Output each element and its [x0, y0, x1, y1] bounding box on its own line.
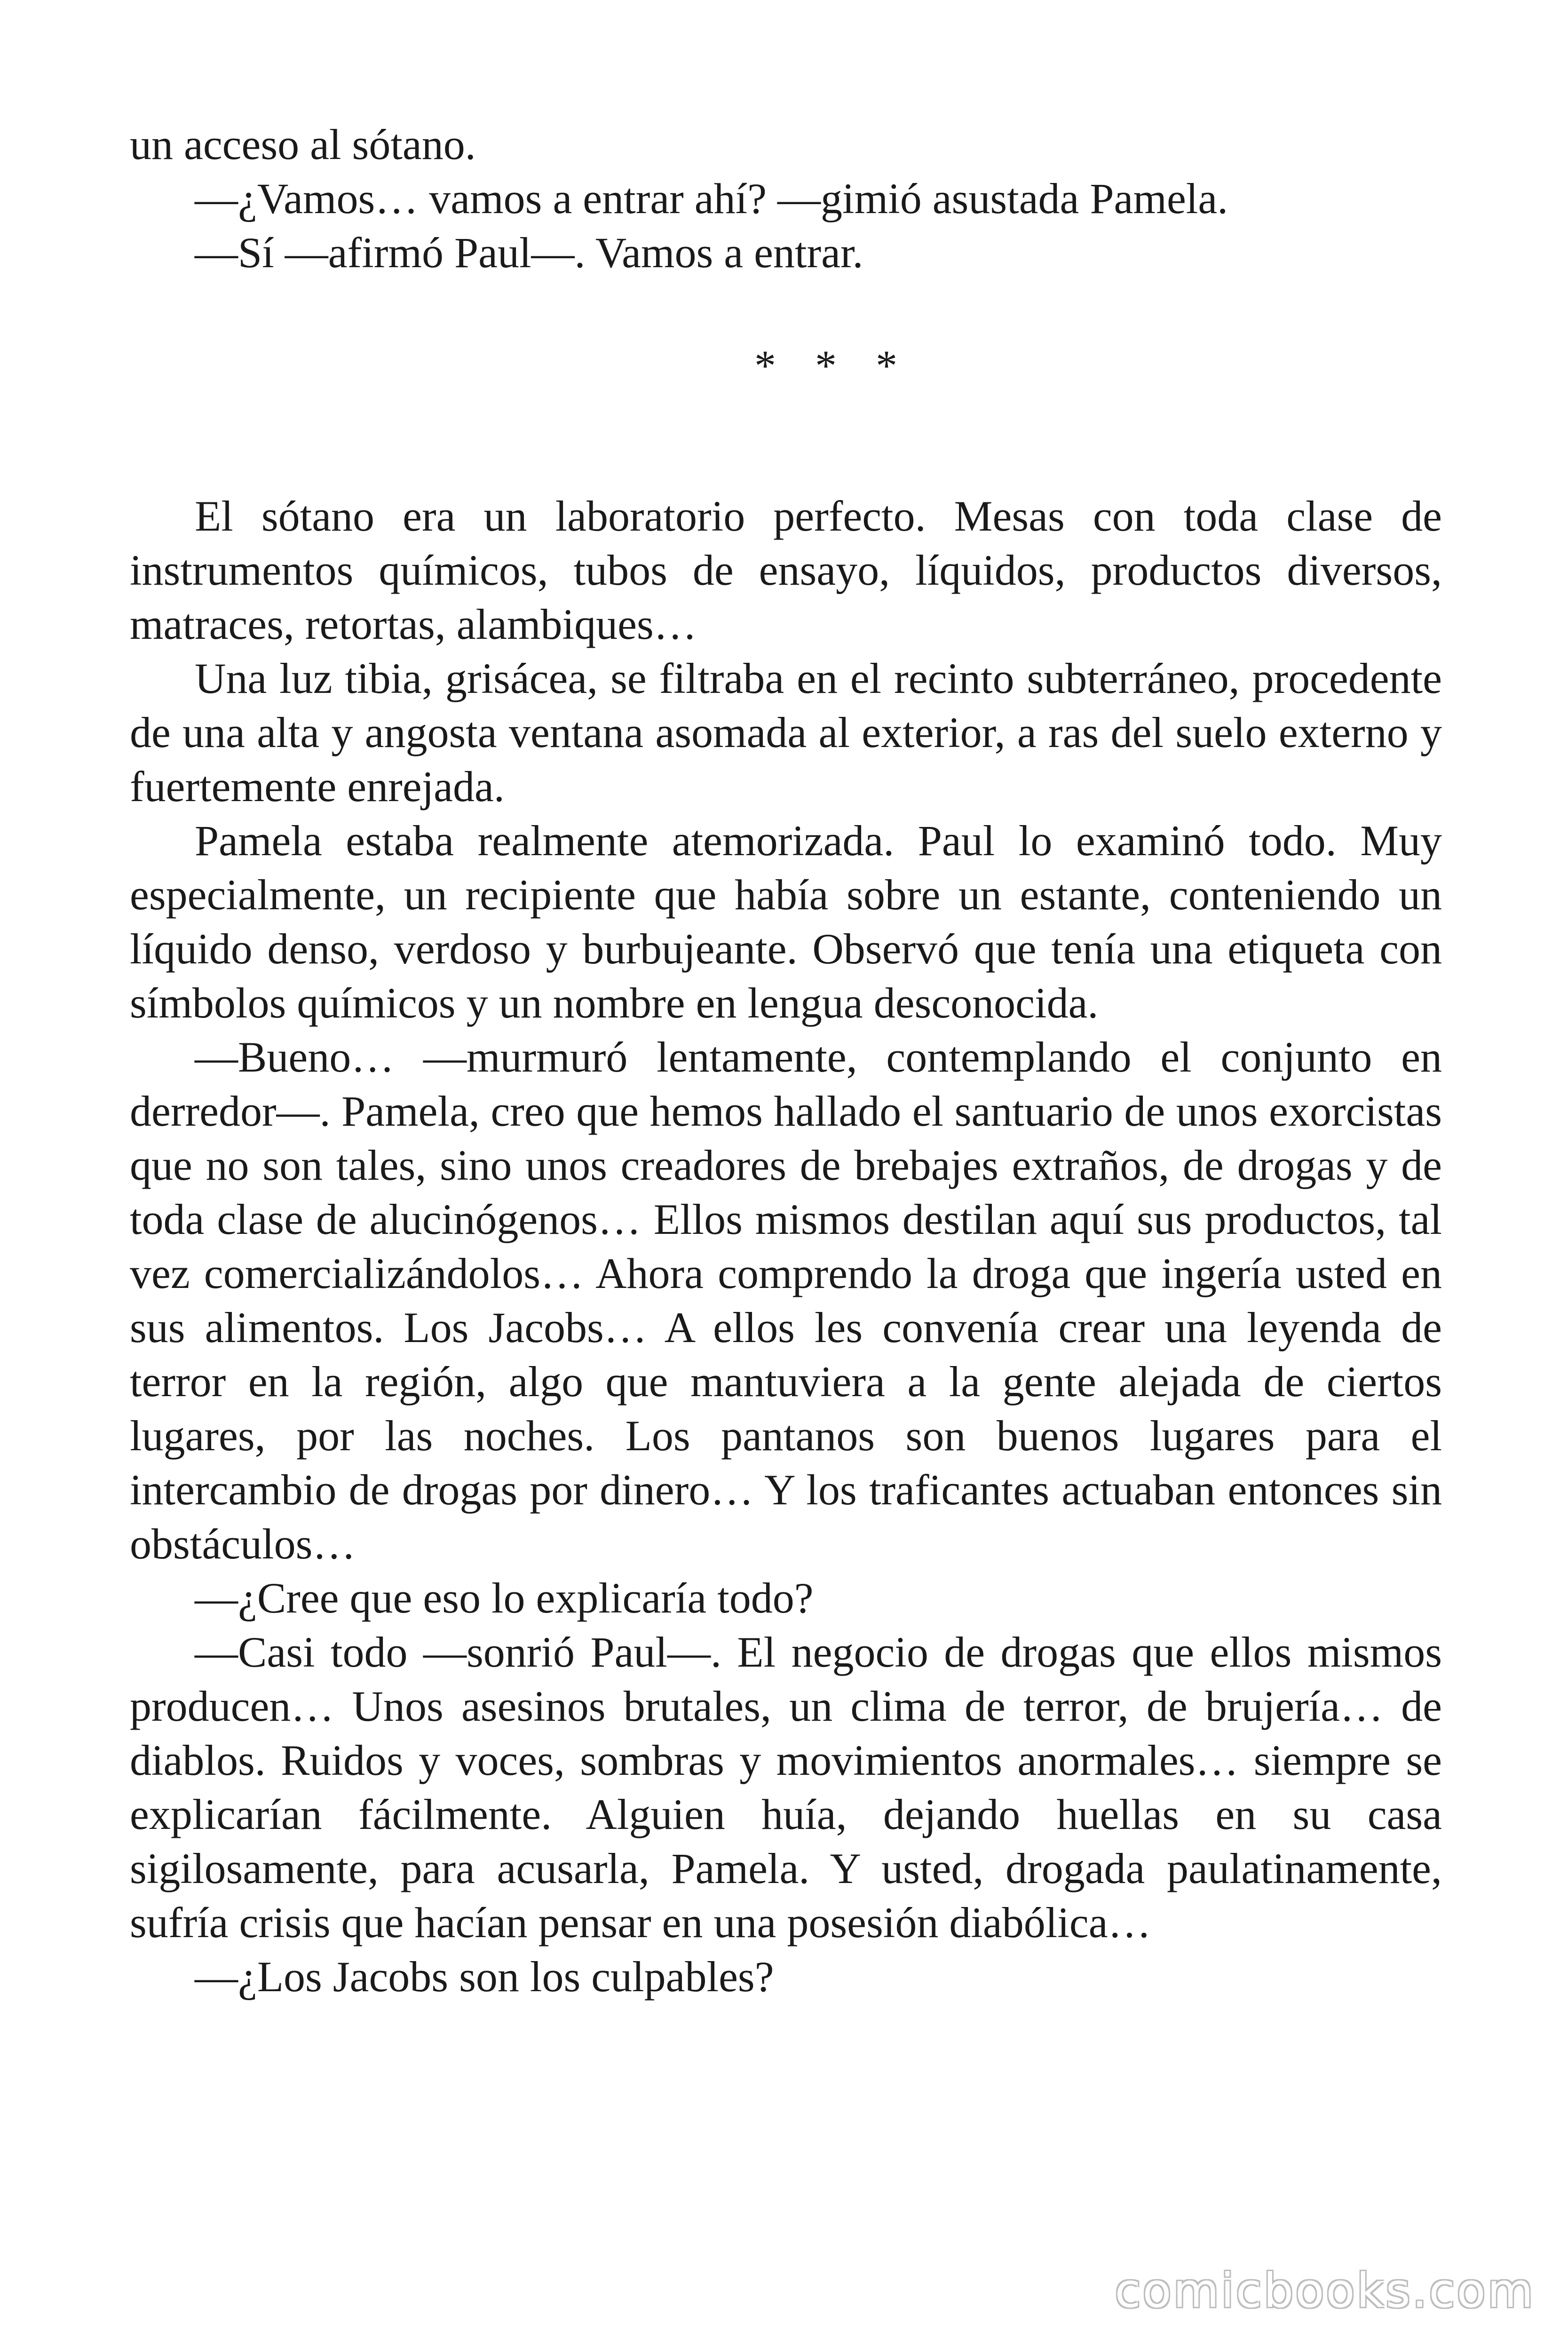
watermark-logo: comicbooks.com [1115, 2263, 1535, 2318]
paragraph: —Casi todo —sonrió Paul—. El negocio de drogas que ellos mismos producen… Unos asesinos brutales, un clima de terror, de brujería… de diablos. Ruidos y voces, sombras y movimientos anormales… siempre se explicarían fácilmente. Alguien huía, dejando huellas en su casa sigilosamente, para acusarla, Pamela. Y usted, drogada paulatinamente, sufría crisis que hacían pensar en una posesión diabólica… [130, 1628, 1442, 1947]
paragraph: Pamela estaba realmente atemorizada. Paul lo examinó todo. Muy especialmente, un recipiente que había sobre un estante, conteniendo un líquido denso, verdoso y burbujeante. Observó que tenía una etiqueta con símbolos químicos y un nombre en lengua desconocida. [130, 817, 1442, 1027]
dialogue-line: —¿Cree que eso lo explicaría todo? [195, 1574, 814, 1622]
dialogue-line: —¿Vamos… vamos a entrar ahí? —gimió asustada Pamela. [195, 175, 1228, 222]
opening-line: un acceso al sótano. [130, 120, 476, 168]
dialogue-line: —Sí —afirmó Paul—. Vamos a entrar. [195, 229, 863, 277]
paragraph: —Bueno… —murmuró lentamente, contemplando el conjunto en derredor—. Pamela, creo que hemos hallado el santuario de unos exorcistas que no son tales, sino unos creadores de brebajes extraños, de drogas y de toda clase de alucinógenos… Ellos mismos destilan aquí sus productos, tal vez comercializándolos… Ahora comprendo la droga que ingería usted en sus alimentos. Los Jacobs… A ellos les convenía crear una leyenda de terror en la región, algo que mantuviera a la gente alejada de ciertos lugares, por las noches. Los pantanos son buenos lugares para el intercambio de drogas por dinero… Y los traficantes actuaban entonces sin obstáculos… [130, 1033, 1442, 1568]
paragraph: Una luz tibia, grisácea, se filtraba en el recinto subterráneo, procedente de una alta y angosta ventana asomada al exterior, a ras del suelo externo y fuertemente enrejada. [130, 654, 1442, 810]
dialogue-line: —¿Los Jacobs son los culpables? [195, 1953, 774, 2001]
section-separator: * * * [754, 342, 911, 389]
book-page [130, 118, 1442, 2004]
paragraph: El sótano era un laboratorio perfecto. Mesas con toda clase de instrumentos químicos, tubos de ensayo, líquidos, productos diversos, matraces, retortas, alambiques… [130, 492, 1442, 648]
